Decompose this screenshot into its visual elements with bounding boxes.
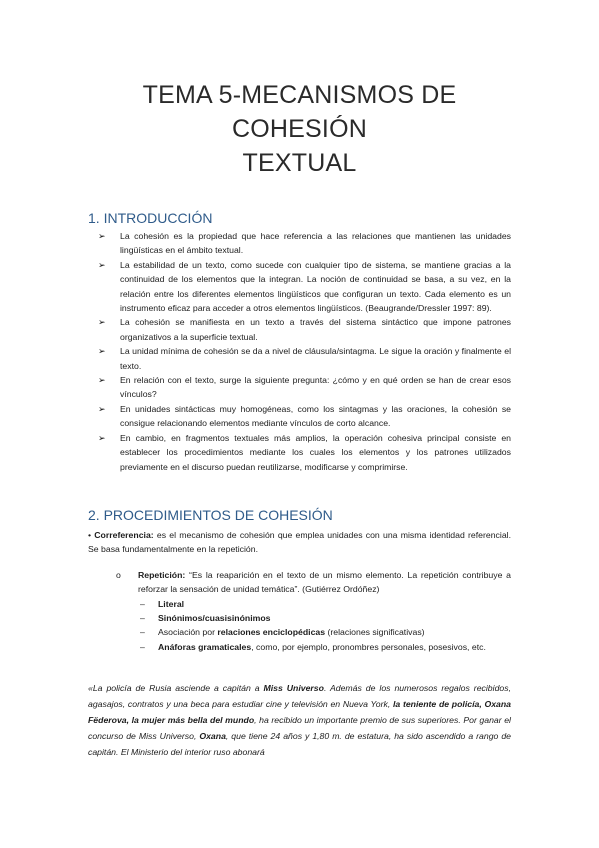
type-label: Literal	[158, 598, 185, 609]
arrow-bullet-icon: ➢	[98, 317, 106, 328]
arrow-bullet-icon: ➢	[98, 432, 106, 443]
list-item-text: En relación con el texto, surge la siguiente pregunta: ¿cómo y en qué orden se han de crear esos vínculos?	[120, 375, 511, 400]
title-line-2: TEXTUAL	[242, 149, 357, 177]
quote-bold: la teniente de policía, Oxana Fëderova, la mujer más bella del mundo	[88, 699, 512, 726]
quote-text: «La policía de Rusia asciende a capitán a	[88, 683, 264, 694]
correferencia-text: es el mecanismo de cohesión que emplea unidades con una misma identidad referencial. Se basa fundamentalmente en la repetición.	[88, 529, 511, 555]
list-item	[88, 315, 511, 344]
section-heading-introduccion: 1. INTRODUCCIÓN	[88, 210, 213, 226]
repeticion-text: “Es la reaparición en el texto de un mismo elemento. La repetición contribuye a reforzar la sensación de unidad temática”. (Gutiérrez Ordóñez)	[138, 569, 511, 595]
type-rest: (relaciones significativas)	[325, 627, 425, 638]
list-item-text: En cambio, en fragmentos textuales más amplios, la operación cohesiva principal consiste en establecer los procedimientos mediante los cuales los elementos y los patrones utilizados previamente en el discurso puedan reutilizarse, modificarse y comprimirse.	[120, 432, 511, 472]
list-item	[88, 611, 511, 625]
list-item-text: La cohesión es la propiedad que hace referencia a las relaciones que mantienen las unidades lingüísticas en el ámbito textual.	[120, 231, 511, 256]
page-title	[88, 0, 511, 180]
list-item-text: En unidades sintácticas muy homogéneas, como los sintagmas y las oraciones, la cohesión se consigue relacionando elementos mediante vínculos de corto alcance.	[120, 403, 511, 429]
list-item	[88, 373, 511, 402]
arrow-bullet-icon: ➢	[98, 346, 106, 357]
title-line-1: TEMA 5-MECANISMOS DE COHESIÓN	[142, 81, 457, 143]
quote-bold: Oxana	[199, 731, 226, 742]
correferencia-term: Correferencia:	[94, 529, 154, 540]
type-label: relaciones enciclopédicas	[217, 627, 326, 638]
repetition-types-list	[88, 597, 511, 655]
section-heading-procedimientos: 2. PROCEDIMIENTOS DE COHESIÓN	[88, 506, 333, 523]
example-quote	[88, 680, 511, 760]
dash-icon: –	[140, 627, 145, 638]
type-rest: , como, por ejemplo, pronombres personales, posesivos, etc.	[251, 641, 486, 652]
list-item-text: La unidad mínima de cohesión se da a nivel de cláusula/sintagma. Le sigue la oración y finalmente el texto.	[120, 346, 511, 371]
correferencia-paragraph	[88, 528, 511, 557]
list-item	[88, 597, 511, 611]
list-item-text: La estabilidad de un texto, como sucede con cualquier tipo de sistema, se mantiene gracias a la continuidad de los elementos que la integran. La noción de continuidad se basa, a su vez, en la relación entre los diferentes elementos lingüísticos que configuran un texto. Cada elemento es un instrumento eficaz para acceder a otros elementos lingüísticos. (Beaugrande/Dressler 1997: 89).	[120, 259, 511, 314]
list-item	[88, 229, 511, 258]
arrow-bullet-icon: ➢	[98, 231, 106, 241]
arrow-bullet-icon: ➢	[98, 403, 106, 414]
bullet-icon: •	[88, 529, 92, 540]
type-label: Anáforas gramaticales	[158, 641, 252, 652]
intro-list	[88, 229, 511, 474]
list-item	[88, 402, 511, 431]
circle-bullet-icon: o	[116, 569, 121, 580]
quote-text: , ha recibido un importante premio de sus superiores. Por ganar el concurso de Miss Universo,	[88, 715, 511, 742]
quote-text: . Además de los numerosos regalos recibidos, agasajos, contratos y una beca para estudiar cine y televisión en Nueva York,	[88, 683, 511, 710]
list-item	[88, 344, 511, 373]
type-prefix: Asociación por	[158, 627, 218, 638]
repeticion-item	[88, 568, 511, 597]
dash-icon: –	[140, 598, 145, 609]
list-item-text: La cohesión se manifiesta en un texto a través del sistema sintáctico que impone patrones organizativos a la superficie textual.	[120, 317, 511, 342]
list-item	[88, 258, 511, 316]
dash-icon: –	[140, 641, 145, 652]
dash-icon: –	[140, 612, 145, 623]
arrow-bullet-icon: ➢	[98, 259, 106, 270]
repeticion-term: Repetición:	[138, 569, 186, 580]
list-item	[88, 431, 511, 474]
list-item	[88, 625, 511, 639]
type-label: Sinónimos/cuasisinónimos	[158, 612, 271, 623]
arrow-bullet-icon: ➢	[98, 375, 106, 386]
list-item	[88, 640, 511, 654]
quote-text: , que tiene 24 años y 1,80 m. de estatura, ha sido ascendido a rango de capitán. El Ministerio del interior ruso abonará	[88, 731, 511, 758]
quote-bold: Miss Universo	[263, 683, 324, 694]
